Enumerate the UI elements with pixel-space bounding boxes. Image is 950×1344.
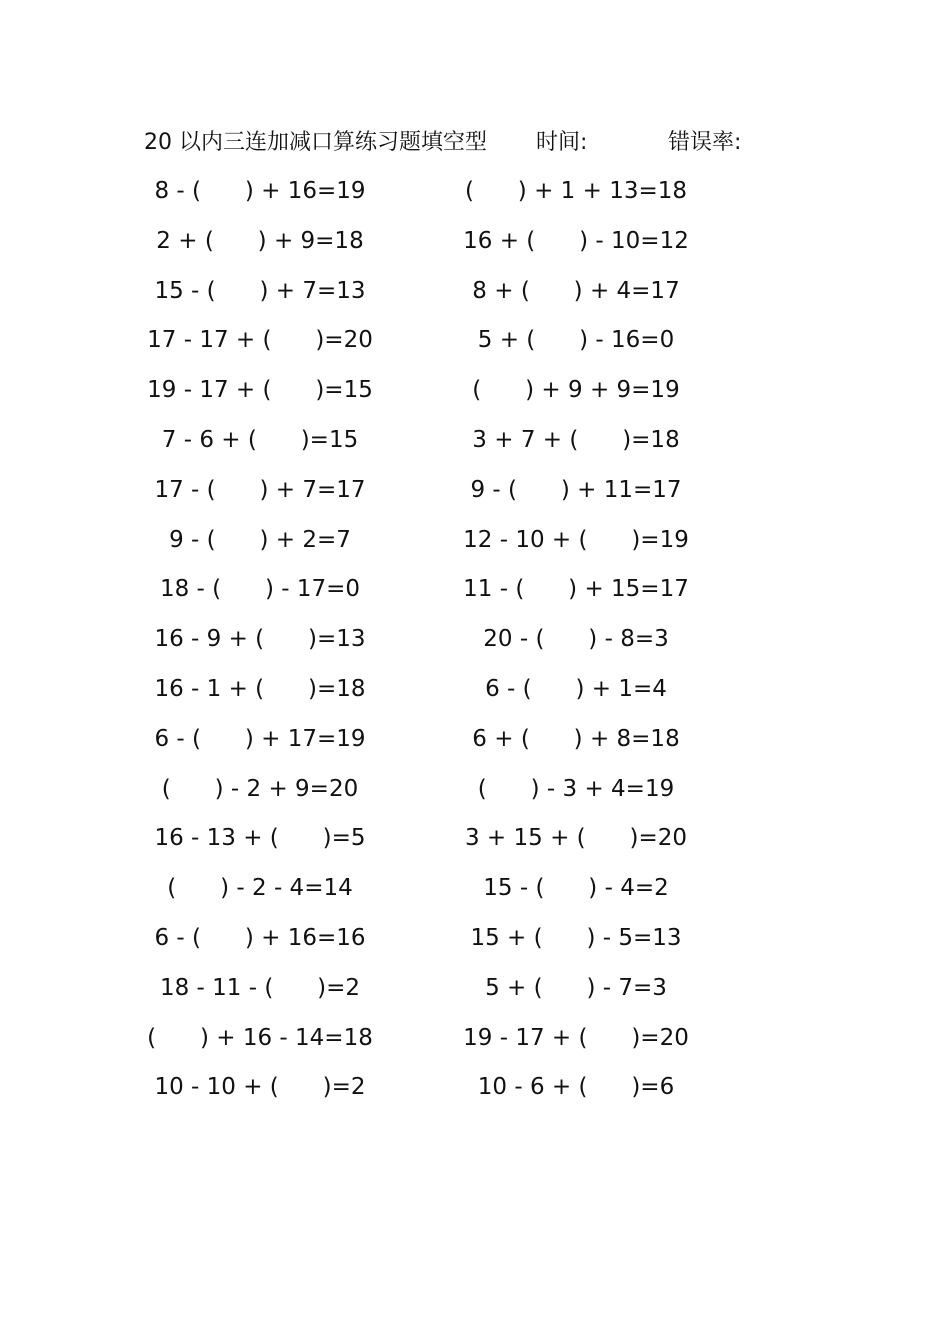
math-problem: 15 - ( ) + 7=13 — [154, 277, 366, 304]
error-rate-label: 错误率: — [668, 130, 742, 155]
math-problem: ( ) - 2 - 4=14 — [167, 875, 353, 902]
math-problem: 6 - ( ) + 17=19 — [154, 725, 366, 752]
math-problem: 8 - ( ) + 16=19 — [154, 178, 366, 204]
math-problem: 18 - ( ) - 17=0 — [159, 576, 361, 603]
math-problem: 2 + ( ) + 9=18 — [156, 227, 364, 254]
math-problem: 7 - 6 + ( )=15 — [161, 426, 359, 453]
math-problem: 9 - ( ) + 2=7 — [169, 526, 351, 553]
math-problem: 12 - 10 + ( )=19 — [463, 526, 689, 553]
math-problem: 17 - 17 + ( )=20 — [147, 327, 373, 354]
math-problem: 15 - ( ) - 4=2 — [483, 875, 669, 902]
math-problem: 20 - ( ) - 8=3 — [483, 626, 669, 653]
math-problem: 8 + ( ) + 4=17 — [472, 277, 680, 304]
math-problem: 16 - 9 + ( )=13 — [154, 626, 366, 653]
math-problem: 3 + 15 + ( )=20 — [464, 825, 688, 852]
worksheet-title: 20 以内三连加减口算练习题填空型 — [144, 130, 487, 155]
math-problem: ( ) - 2 + 9=20 — [161, 775, 359, 802]
left-problem-column — [140, 175, 380, 1121]
math-problem: 11 - ( ) + 15=17 — [463, 576, 689, 603]
math-problem: 6 - ( ) + 16=16 — [154, 924, 366, 951]
math-problem: 15 + ( ) - 5=13 — [470, 924, 682, 951]
math-problem: 16 - 1 + ( )=18 — [154, 675, 366, 702]
math-problem: 17 - ( ) + 7=17 — [154, 476, 366, 503]
math-problem: 10 - 10 + ( )=2 — [154, 1074, 366, 1101]
math-problem: 19 - 17 + ( )=20 — [463, 1024, 689, 1051]
right-problem-column — [456, 175, 696, 1121]
math-problem: ( ) + 1 + 13=18 — [464, 178, 688, 204]
math-problem: 10 - 6 + ( )=6 — [477, 1074, 675, 1101]
math-problem: 6 + ( ) + 8=18 — [472, 725, 680, 752]
math-problem: 18 - 11 - ( )=2 — [159, 974, 361, 1001]
math-problem: 5 + ( ) - 7=3 — [485, 974, 667, 1001]
math-problem: 6 - ( ) + 1=4 — [485, 675, 667, 702]
math-problem: 16 - 13 + ( )=5 — [154, 825, 366, 852]
time-label: 时间: — [536, 130, 588, 155]
math-problem: ( ) + 9 + 9=19 — [472, 377, 680, 404]
math-problem: ( ) - 3 + 4=19 — [477, 775, 675, 802]
math-problem: ( ) + 16 - 14=18 — [147, 1024, 373, 1051]
math-problem: 5 + ( ) - 16=0 — [477, 327, 675, 354]
math-problem: 19 - 17 + ( )=15 — [147, 377, 373, 404]
math-problem: 9 - ( ) + 11=17 — [470, 476, 682, 503]
math-problem: 16 + ( ) - 10=12 — [463, 227, 689, 254]
math-problem: 3 + 7 + ( )=18 — [472, 426, 680, 453]
